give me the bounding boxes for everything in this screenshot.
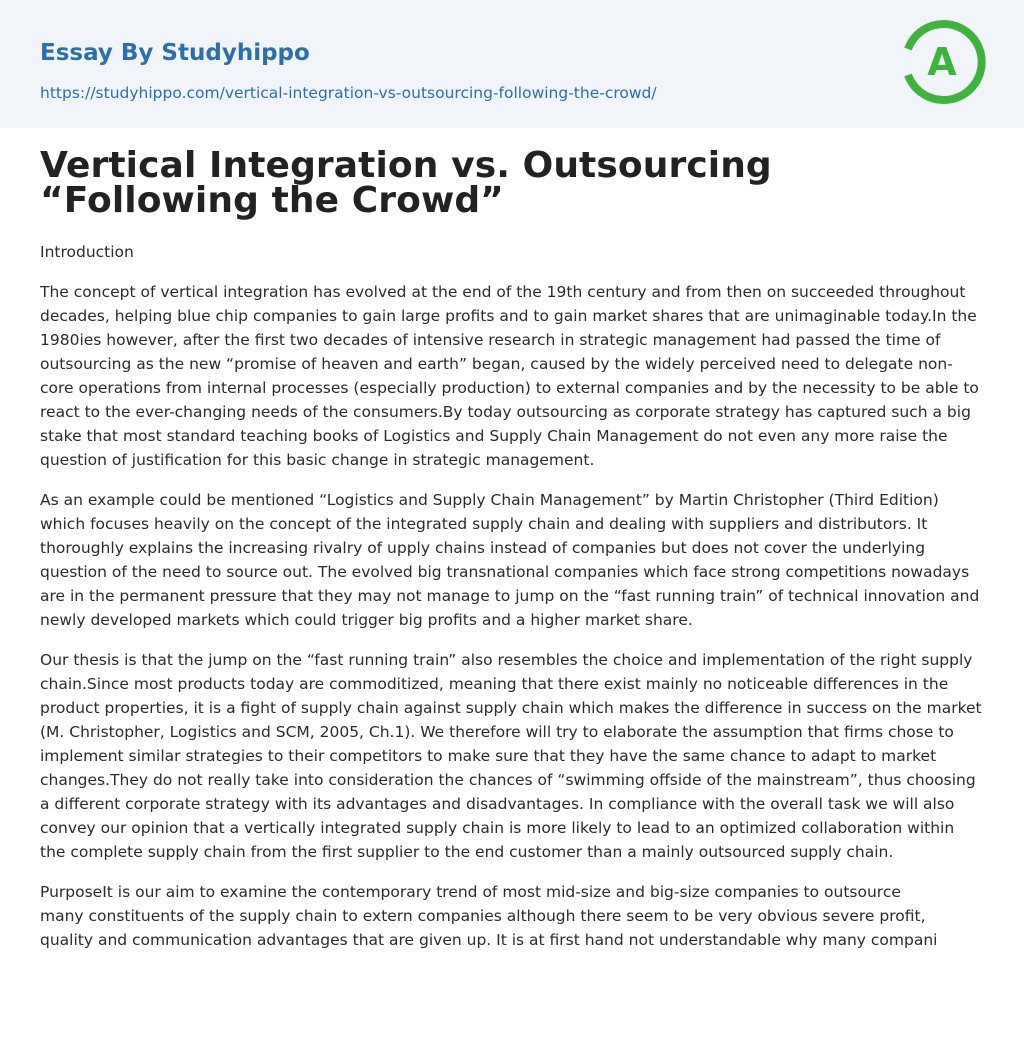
essay-content xyxy=(0,145,1024,952)
paragraph-3: Our thesis is that the jump on the “fast running train” also resembles the choice and implementation of the right supply chain.Since most products today are commoditized, meaning that there exist mainly no noticeable differences in the product properties, it is a fight of supply chain against supply chain which makes the difference in success on the market (M. Christopher, Logistics and SCM, 2005, Ch.1). We therefore will try to elaborate the assumption that firms chose to implement similar strategies to their competitors to make sure that they have the same chance to adapt to market changes.They do not really take into consideration the chances of “swimming offside of the mainstream”, thus choosing a different corporate strategy with its advantages and disadvantages. In compliance with the overall task we will also convey our opinion that a vertically integrated supply chain is more likely to lead to an optimized collaboration within the complete supply chain from the first supplier to the end customer than a mainly outsourced supply chain. xyxy=(40,651,982,861)
section-heading: Introduction xyxy=(40,243,134,261)
site-header xyxy=(0,0,1024,128)
paragraph-2: As an example could be mentioned “Logistics and Supply Chain Management” by Martin Christopher (Third Edition) which focuses heavily on the concept of the integrated supply chain and dealing with suppliers and distributors. It thoroughly explains the increasing rivalry of upply chains instead of companies but does not cover the underlying question of the need to source out. The evolved big transnational companies which face strong competitions nowadays are in the permanent pressure that they may not manage to jump on the “fast running train” of technical innovation and newly developed markets which could trigger big profits and a higher market share. xyxy=(40,491,980,629)
essay-title: Vertical Integration vs. Outsourcing “Following the Crowd” xyxy=(40,145,772,221)
paragraph-4-line-1: PurposeIt is our aim to examine the contemporary trend of most mid-size and big-size companies to outsource xyxy=(40,883,901,901)
essay-url-link[interactable]: https://studyhippo.com/vertical-integration-vs-outsourcing-following-the-crowd/ xyxy=(40,84,657,102)
paragraph-4 xyxy=(40,880,984,952)
logo-letter: A xyxy=(927,40,957,84)
studyhippo-logo-icon[interactable] xyxy=(900,19,986,105)
paragraph-1: The concept of vertical integration has evolved at the end of the 19th century and from then on succeeded throughout decades, helping blue chip companies to gain large profits and to gain market shares that are unimaginable today.In the 1980ies however, after the first two decades of intensive research in strategic management had passed the time of outsourcing as the new “promise of heaven and earth” began, caused by the widely perceived need to delegate non-core operations from internal processes (especially production) to external companies and by the necessity to be able to react to the ever-changing needs of the consumers.By today outsourcing as corporate strategy has captured such a big stake that most standard teaching books of Logistics and Supply Chain Management do not even any more raise the question of justification for this basic change in strategic management. xyxy=(40,283,979,469)
paragraph-4-line-3: quality and communication advantages that are given up. It is at first hand not understandable why many compani xyxy=(40,931,938,949)
brand-title: Essay By Studyhippo xyxy=(40,40,310,66)
paragraph-4-line-2: many constituents of the supply chain to extern companies although there seem to be very obvious severe profit, xyxy=(40,907,926,925)
